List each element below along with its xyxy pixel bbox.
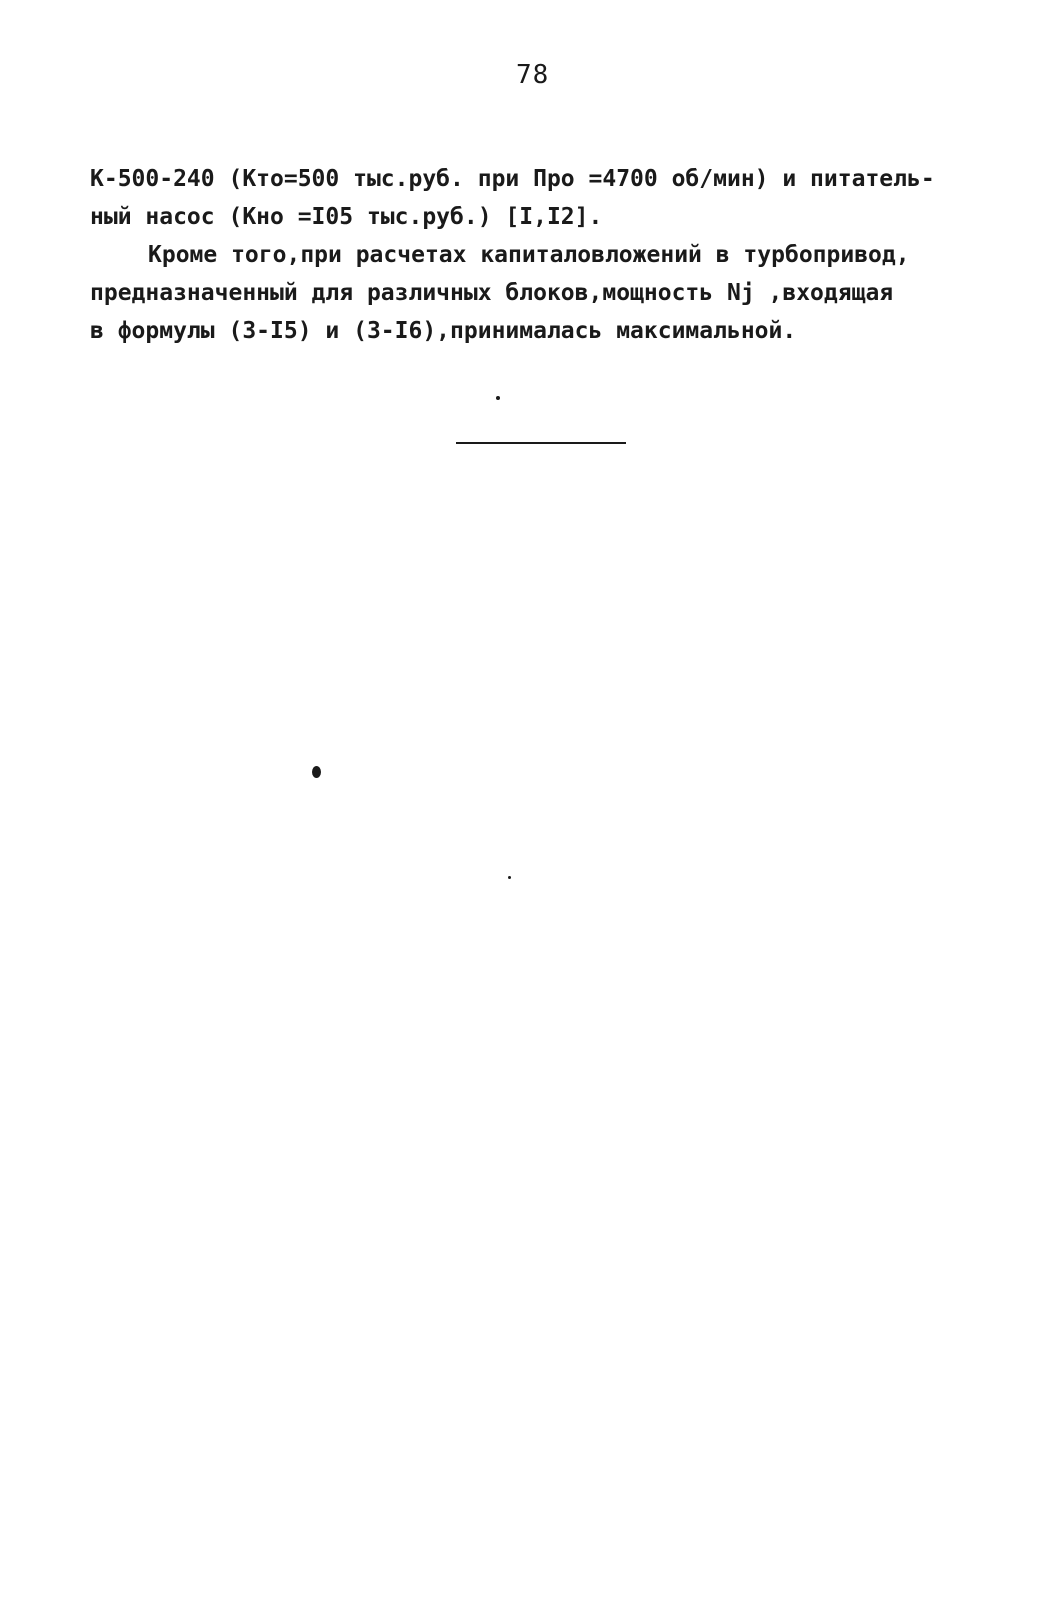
text-line-2: ный насос (Кно =I05 тыс.руб.) [I,I2].: [90, 204, 603, 230]
scan-speck: [496, 396, 500, 400]
page-number: 78: [516, 60, 550, 90]
body-text: [90, 160, 990, 350]
scan-speck: [508, 876, 511, 879]
section-end-divider: [456, 442, 626, 444]
text-line-5: в формулы (3-I5) и (3-I6),принималась максимальной.: [90, 318, 797, 344]
scan-speck: [312, 766, 321, 778]
text-line-1: К-500-240 (Кто=500 тыс.руб. при Про =4700 об/мин) и питатель-: [90, 166, 935, 192]
text-line-4: предназначенный для различных блоков,мощность Nj ,входящая: [90, 280, 894, 306]
text-line-3: Кроме того,при расчетах капиталовложений в турбопривод,: [148, 242, 910, 268]
